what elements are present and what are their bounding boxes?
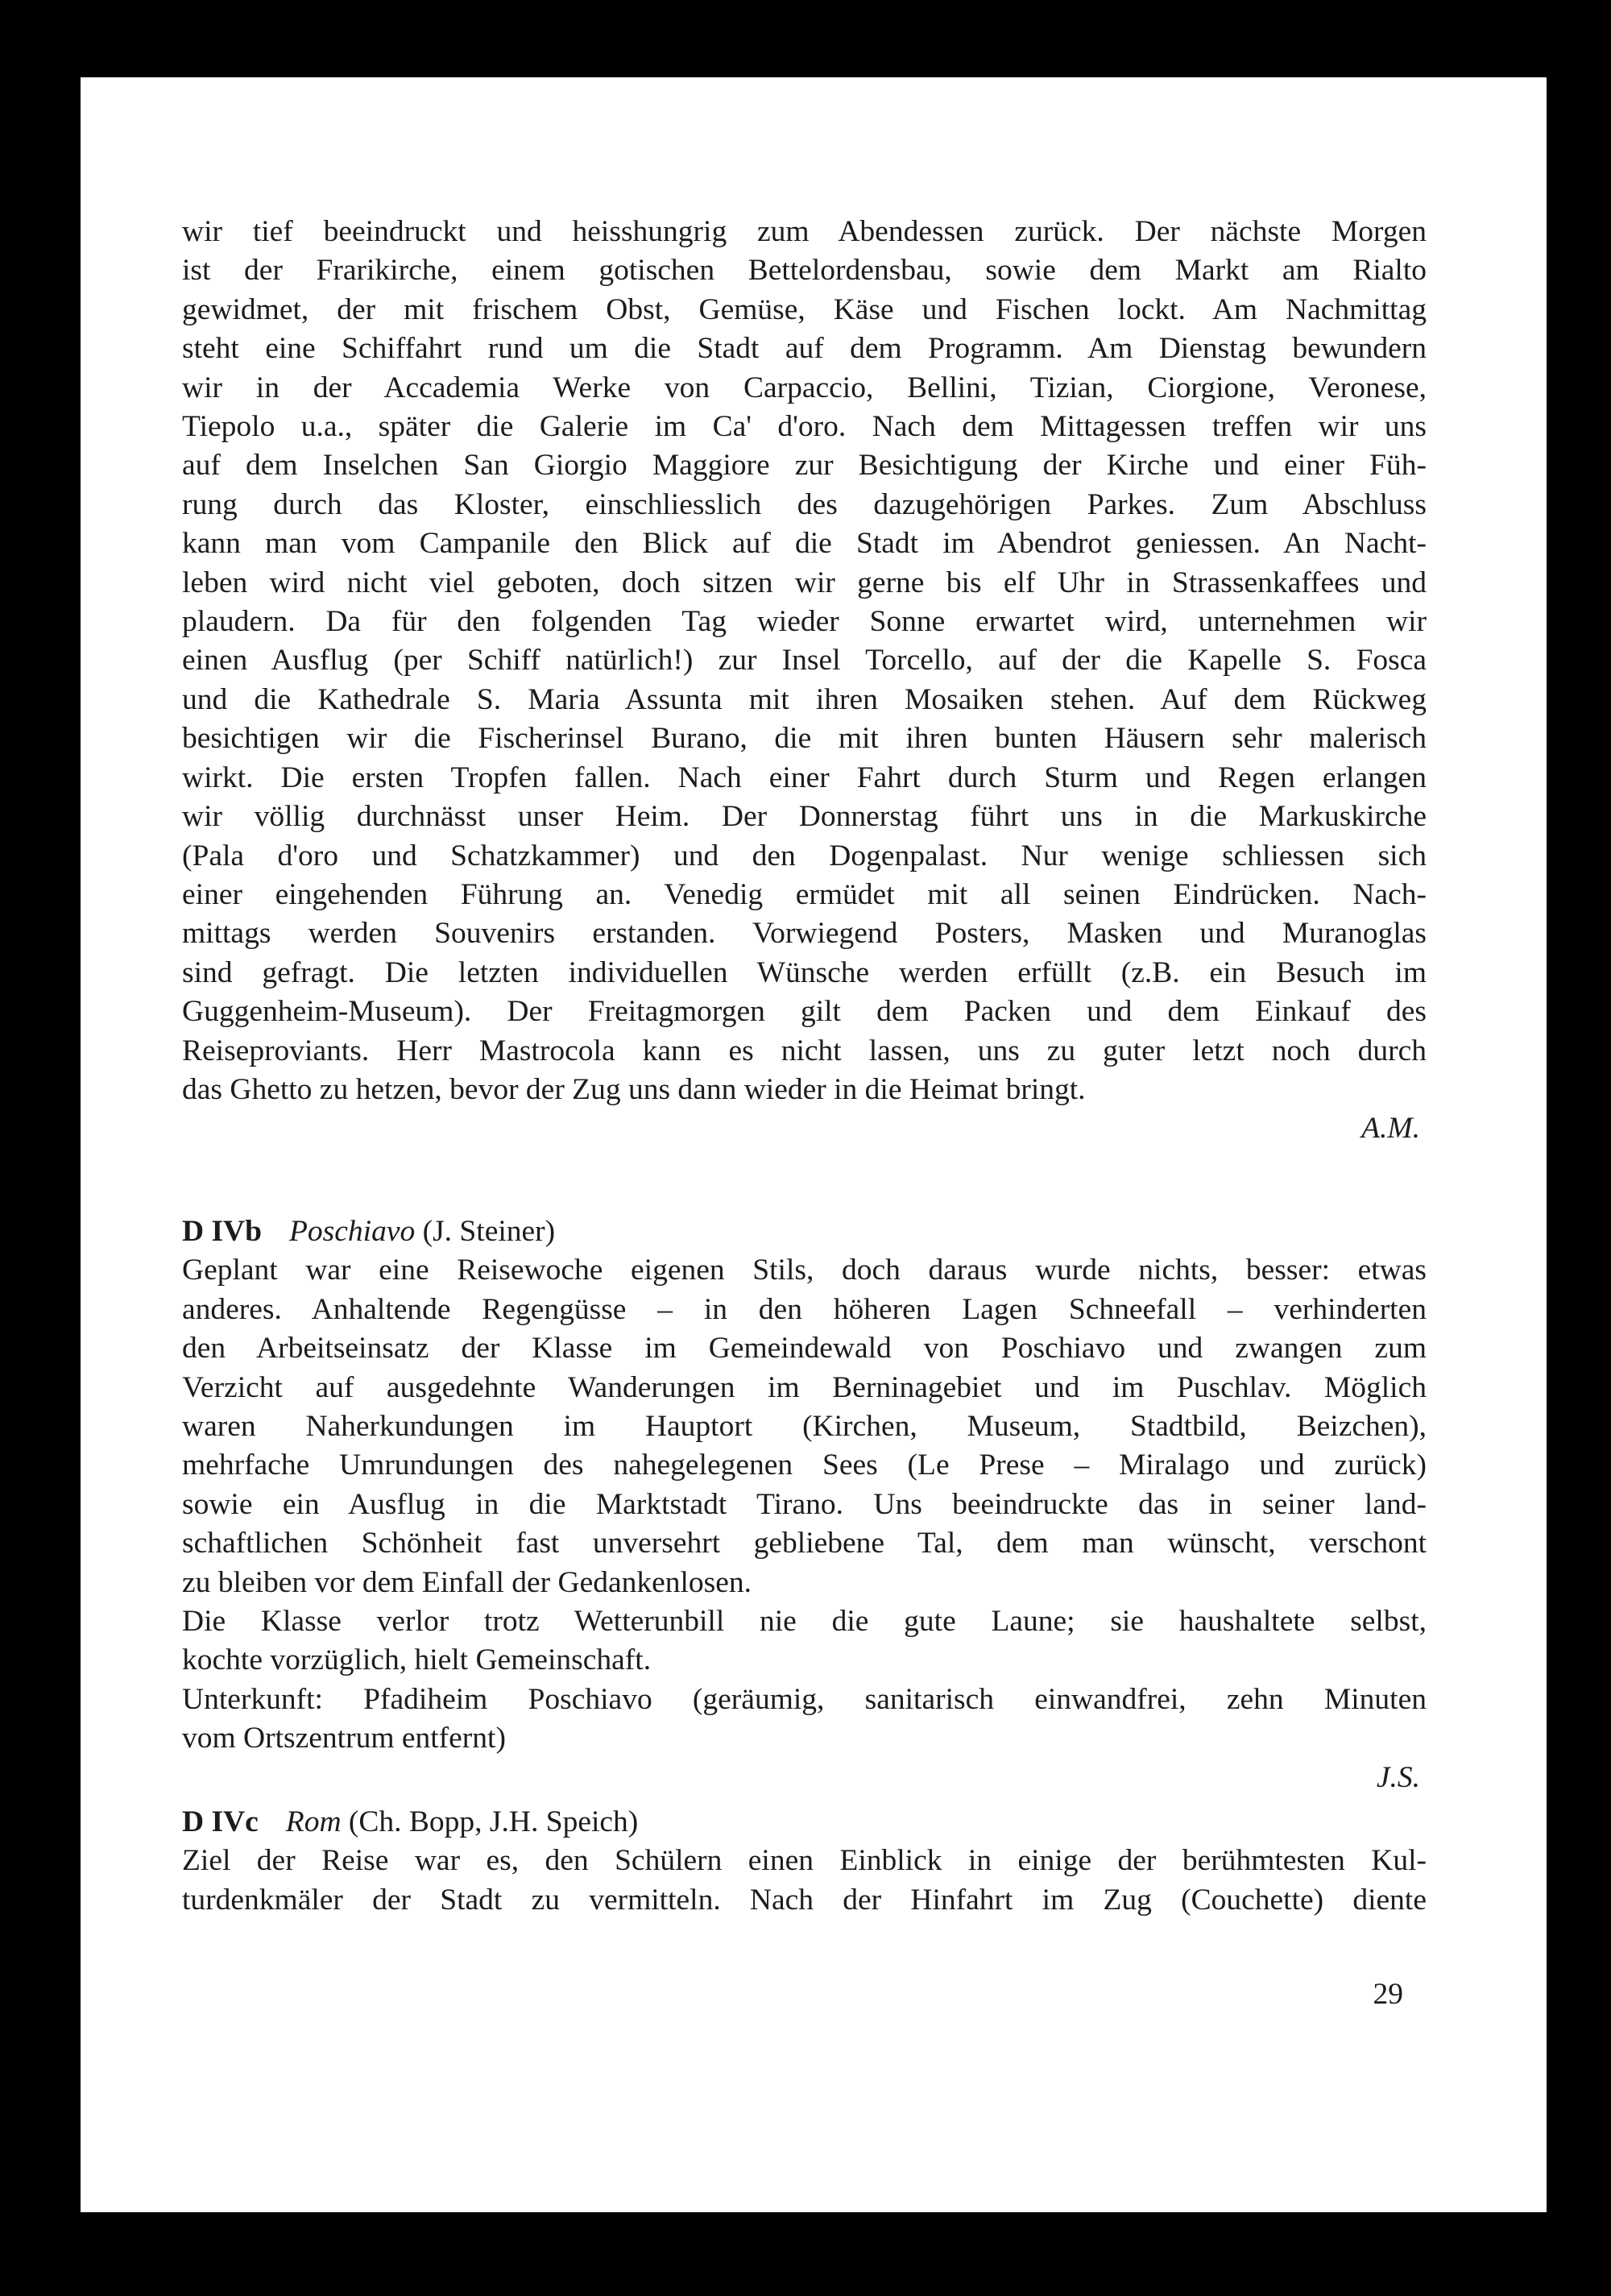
poschiavo-report [182, 1212, 1427, 1797]
destination-name: Poschiavo [289, 1215, 416, 1248]
text-line: wirkt. Die ersten Tropfen fallen. Nach einer Fahrt durch Sturm und Regen erlangen [182, 760, 1427, 794]
text-line: mehrfache Umrundungen des nahegelegenen Sees (Le Prese – Miralago und zurück) [182, 1448, 1427, 1482]
rome-report [182, 1803, 1427, 1920]
text-line: Ziel der Reise war es, den Schülern einen Einblick in einige der berühmtesten Kul- [182, 1844, 1427, 1878]
text-line: zu bleiben vor dem Einfall der Gedankenlosen. [182, 1565, 752, 1599]
text-line: sowie ein Ausflug in die Marktstadt Tirano. Uns beeindruckte das in seiner land- [182, 1487, 1427, 1521]
trip-leaders: (J. Steiner) [422, 1215, 556, 1248]
page-number: 29 [1373, 1978, 1403, 2011]
text-line: steht eine Schiffahrt rund um die Stadt auf dem Programm. Am Dienstag bewundern [182, 332, 1427, 366]
text-line: Geplant war eine Reisewoche eigenen Stils, doch daraus wurde nichts, besser: etwas [182, 1254, 1427, 1287]
text-line: wir tief beeindruckt und heisshungrig zum Abendessen zurück. Der nächste Morgen [182, 215, 1427, 248]
text-line: vom Ortszentrum entfernt) [182, 1722, 506, 1755]
text-line: Verzicht auf ausgedehnte Wanderungen im Berninagebiet und im Puschlav. Möglich [182, 1370, 1427, 1404]
text-line: Unterkunft: Pfadiheim Poschiavo (geräumig, sanitarisch einwandfrei, zehn Minuten [182, 1682, 1427, 1716]
text-line: schaftlichen Schönheit fast unversehrt gebliebene Tal, dem man wünscht, verschont [182, 1527, 1427, 1560]
text-line: besichtigen wir die Fischerinsel Burano, die mit ihren bunten Häusern sehr malerisch [182, 722, 1427, 756]
text-line: kann man vom Campanile den Blick auf die Stadt im Abendrot geniessen. An Nacht- [182, 527, 1427, 561]
text-line: den Arbeitseinsatz der Klasse im Gemeindewald von Poschiavo und zwangen zum [182, 1332, 1427, 1366]
class-code: D IVb [182, 1215, 262, 1248]
section-heading [182, 1803, 1427, 1842]
venice-report [182, 213, 1427, 1149]
class-code: D IVc [182, 1805, 259, 1838]
author-signature: J.S. [1376, 1760, 1420, 1794]
text-line: einer eingehenden Führung an. Venedig ermüdet mit all seinen Eindrücken. Nach- [182, 877, 1427, 911]
text-line: leben wird nicht viel geboten, doch sitzen wir gerne bis elf Uhr in Strassenkaffees und [182, 566, 1427, 599]
destination-name: Rom [285, 1805, 342, 1838]
text-line: Reiseproviants. Herr Mastrocola kann es nicht lassen, uns zu guter letzt noch durch [182, 1034, 1427, 1067]
text-line: waren Naherkundungen im Hauptort (Kirchen, Museum, Stadtbild, Beizchen), [182, 1410, 1427, 1444]
text-line: kochte vorzüglich, hielt Gemeinschaft. [182, 1643, 652, 1677]
text-line: Die Klasse verlor trotz Wetterunbill nie die gute Laune; sie haushaltete selbst, [182, 1605, 1427, 1639]
text-line: auf dem Inselchen San Giorgio Maggiore zur Besichtigung der Kirche und einer Füh- [182, 449, 1427, 483]
text-line: das Ghetto zu hetzen, bevor der Zug uns dann wieder in die Heimat bringt. [182, 1072, 1086, 1106]
text-line: Tiepolo u.a., später die Galerie im Ca' d'oro. Nach dem Mittagessen treffen wir uns [182, 410, 1427, 444]
text-line: einen Ausflug (per Schiff natürlich!) zur Insel Torcello, auf der die Kapelle S. Fosca [182, 644, 1427, 678]
text-line: mittags werden Souvenirs erstanden. Vorwiegend Posters, Masken und Muranoglas [182, 917, 1427, 951]
text-line: wir in der Accademia Werke von Carpaccio, Bellini, Tizian, Ciorgione, Veronese, [182, 371, 1427, 404]
text-line: (Pala d'oro und Schatzkammer) und den Dogenpalast. Nur wenige schliessen sich [182, 839, 1427, 872]
trip-leaders: (Ch. Bopp, J.H. Speich) [348, 1805, 639, 1838]
text-line: Guggenheim-Museum). Der Freitagmorgen gilt dem Packen und dem Einkauf des [182, 995, 1427, 1029]
text-line: plaudern. Da für den folgenden Tag wieder Sonne erwartet wird, unternehmen wir [182, 605, 1427, 639]
text-line: ist der Frarikirche, einem gotischen Bettelordensbau, sowie dem Markt am Rialto [182, 254, 1427, 288]
text-line: anderes. Anhaltende Regengüsse – in den höheren Lagen Schneefall – verhinderten [182, 1292, 1427, 1326]
text-line: gewidmet, der mit frischem Obst, Gemüse, Käse und Fischen lockt. Am Nachmittag [182, 292, 1427, 326]
text-line: wir völlig durchnässt unser Heim. Der Donnerstag führt uns in die Markuskirche [182, 800, 1427, 834]
section-heading [182, 1212, 1427, 1251]
text-line: sind gefragt. Die letzten individuellen Wünsche werden erfüllt (z.B. ein Besuch im [182, 955, 1427, 989]
text-line: und die Kathedrale S. Maria Assunta mit ihren Mosaiken stehen. Auf dem Rückweg [182, 682, 1427, 716]
text-line: turdenkmäler der Stadt zu vermitteln. Nach der Hinfahrt im Zug (Couchette) diente [182, 1883, 1427, 1917]
document-page [81, 77, 1547, 2212]
text-line: rung durch das Kloster, einschliesslich des dazugehörigen Parkes. Zum Abschluss [182, 487, 1427, 521]
author-signature: A.M. [1361, 1112, 1420, 1146]
